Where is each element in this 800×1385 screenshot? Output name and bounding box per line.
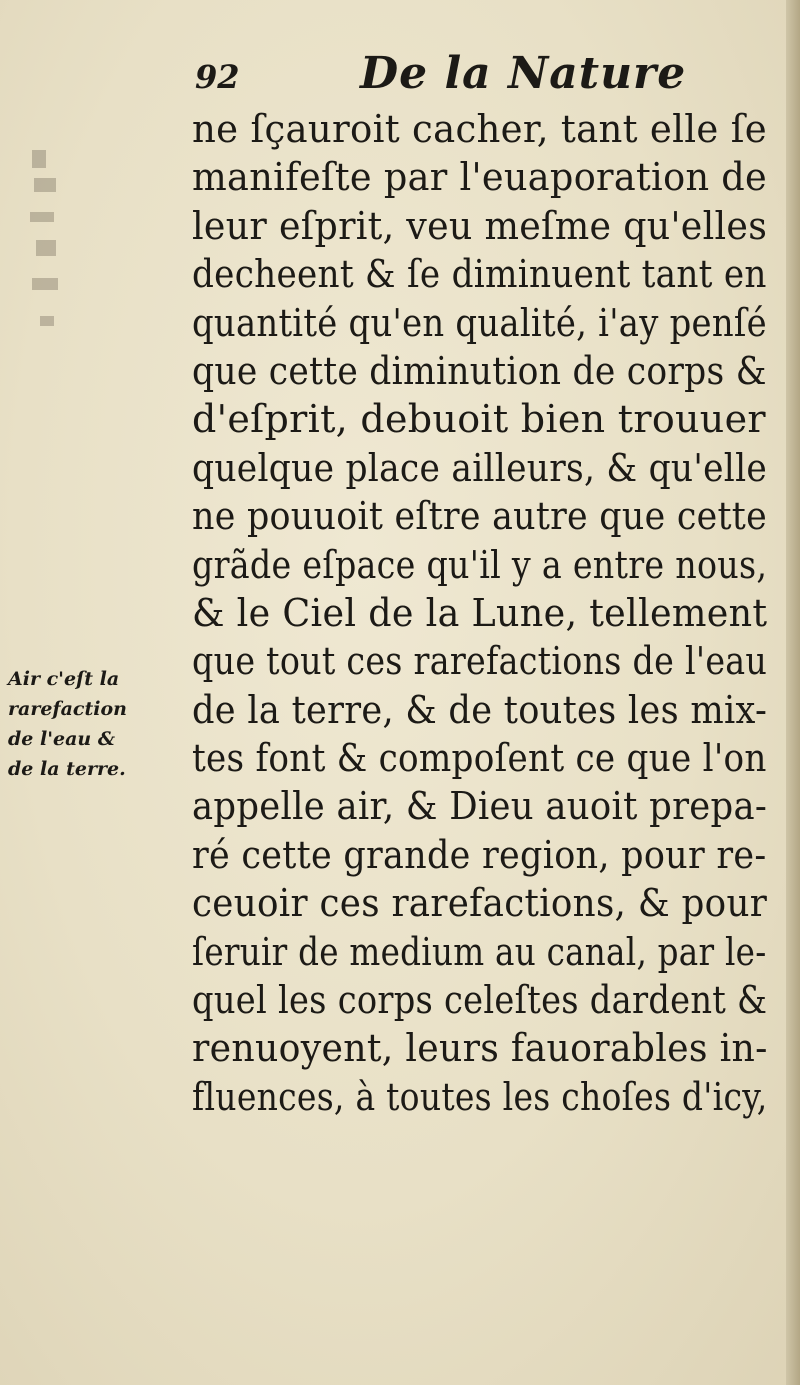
- text-line: que cette diminution de corps &: [192, 348, 767, 393]
- text-line: leur eſprit, veu meſme qu'elles: [192, 203, 768, 248]
- text-line: ré cette grande region, pour re-: [192, 832, 767, 877]
- page-gutter: [786, 0, 800, 1385]
- text-line: quelque place ailleurs, & qu'elle: [192, 445, 768, 490]
- text-line: quel les corps celeſtes dardent &: [192, 978, 768, 1023]
- text-line: ne ſçauroit cacher, tant elle ſe: [192, 107, 767, 151]
- text-line: manifeſte par l'euaporation de: [192, 155, 768, 200]
- text-line: tes font & compoſent ce que l'on: [192, 736, 767, 781]
- text-line: decheent & ſe diminuent tant en: [192, 252, 767, 297]
- text-line: renuoyent, leurs fauorables in-: [192, 1026, 768, 1071]
- text-line: ne pouuoit eſtre autre que cette: [192, 494, 767, 539]
- margin-note-line: de la terre.: [8, 758, 126, 780]
- show-through-marks: [28, 150, 68, 340]
- margin-note: [8, 664, 188, 784]
- margin-note-line: rarefaction: [8, 698, 127, 720]
- text-line: de la terre, & de toutes les mix-: [192, 687, 768, 732]
- text-line: appelle air, & Dieu auoit prepa-: [192, 784, 768, 829]
- text-line: quantité qu'en qualité, i'ay penſé: [192, 300, 767, 345]
- text-line: & le Ciel de la Lune, tellement: [192, 590, 768, 635]
- page-header: [195, 44, 687, 104]
- running-title: De la Nature: [360, 48, 687, 99]
- text-line: que tout ces rarefactions de l'eau: [192, 639, 768, 684]
- margin-note-line: de l'eau &: [8, 728, 116, 750]
- body-text: [192, 105, 767, 1121]
- page-number: 92: [195, 58, 240, 96]
- text-line: ſeruir de medium au canal, par le-: [192, 929, 767, 974]
- text-line: ceuoir ces rarefactions, & pour: [192, 881, 768, 926]
- text-line: fluences, à toutes les choſes d'icy,: [192, 1074, 768, 1119]
- text-line: grãde eſpace qu'il y a entre nous,: [192, 542, 768, 587]
- margin-note-line: Air c'eſt la: [8, 668, 120, 690]
- text-line: d'eſprit, debuoit bien trouuer: [192, 397, 766, 442]
